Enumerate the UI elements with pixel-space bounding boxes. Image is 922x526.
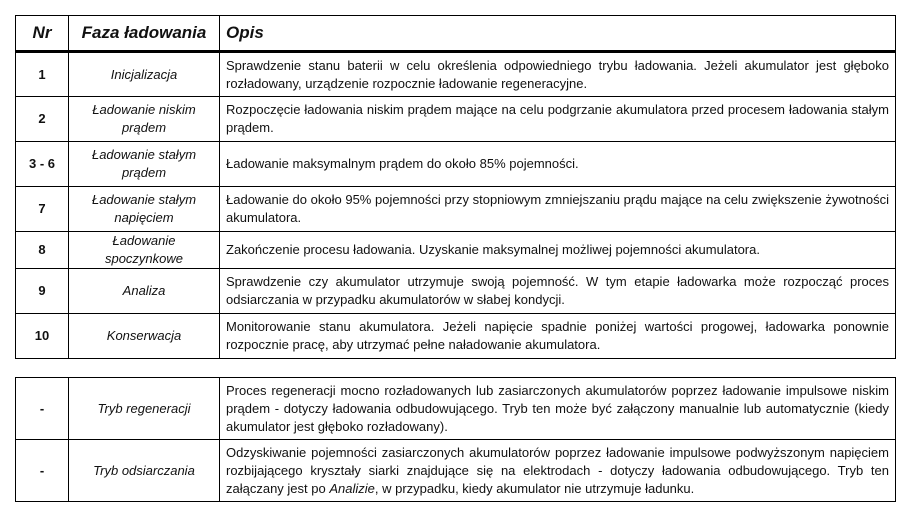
row-nr: 2	[16, 97, 69, 142]
row-opis: Sprawdzenie stanu baterii w celu określenia odpowiedniego trybu ładowania. Jeżeli akumulator jest głęboko rozładowany, urządzenie rozpocznie ładowanie regeneracyjne.	[220, 52, 896, 97]
special-modes-table	[15, 377, 896, 502]
row-nr: 1	[16, 52, 69, 97]
row-faza: Analiza	[69, 269, 220, 314]
charging-phases-table	[15, 15, 896, 359]
table-row	[16, 232, 896, 269]
row-faza: Inicjalizacja	[69, 52, 220, 97]
row-nr: 8	[16, 232, 69, 269]
row-faza: Ładowanie niskim prądem	[69, 97, 220, 142]
header-row	[16, 16, 896, 52]
row-nr: 3 - 6	[16, 142, 69, 187]
table-row	[16, 52, 896, 97]
row-nr: 7	[16, 187, 69, 232]
row-faza: Ładowanie stałym prądem	[69, 142, 220, 187]
opis-text-emphasis: Analizie	[329, 480, 375, 496]
row-faza: Ładowanie spoczynkowe	[69, 232, 220, 269]
header-nr: Nr	[16, 16, 69, 52]
header-opis: Opis	[220, 16, 896, 52]
row-nr: 9	[16, 269, 69, 314]
opis-text-after: , w przypadku, kiedy akumulator nie utrzymuje ładunku.	[374, 480, 695, 496]
row-opis	[220, 440, 896, 502]
row-nr: -	[16, 440, 69, 502]
row-nr: 10	[16, 314, 69, 359]
table-row	[16, 378, 896, 440]
row-faza: Ładowanie stałym napięciem	[69, 187, 220, 232]
table-row	[16, 97, 896, 142]
table-row	[16, 142, 896, 187]
row-faza: Tryb regeneracji	[69, 378, 220, 440]
row-opis: Ładowanie maksymalnym prądem do około 85% pojemności.	[220, 142, 896, 187]
header-faza: Faza ładowania	[69, 16, 220, 52]
row-opis: Ładowanie do około 95% pojemności przy stopniowym zmniejszaniu prądu mające na celu zwiększenie żywotności akumulatora.	[220, 187, 896, 232]
row-faza: Tryb odsiarczania	[69, 440, 220, 502]
table-row	[16, 440, 896, 502]
table-row	[16, 187, 896, 232]
row-opis: Rozpoczęcie ładowania niskim prądem mające na celu podgrzanie akumulatora przed procesem ładowania stałym prądem.	[220, 97, 896, 142]
row-opis: Monitorowanie stanu akumulatora. Jeżeli napięcie spadnie poniżej wartości progowej, ładowarka ponownie rozpocznie pracę, aby utrzymać pełne naładowanie akumulatora.	[220, 314, 896, 359]
row-nr: -	[16, 378, 69, 440]
opis-text-before: Odzyskiwanie pojemności zasiarczonych akumulatorów poprzez ładowanie impulsowe podwyższonym napięciem rozbijającego kryształy siarki znajdujące się na elektrodach - dotyczy ładowania odbudowującego. Tryb ten załączany jest po	[226, 444, 889, 496]
row-opis: Proces regeneracji mocno rozładowanych lub zasiarczonych akumulatorów poprzez ładowanie impulsowe niskim prądem - dotyczy ładowania odbudowującego. Tryb ten może być załączony manualnie lub automatycznie (kiedy akumulator jest głęboko rozładowany).	[220, 378, 896, 440]
row-opis: Sprawdzenie czy akumulator utrzymuje swoją pojemność. W tym etapie ładowarka może rozpocząć proces odsiarczania w przypadku akumulatorów w słabej kondycji.	[220, 269, 896, 314]
row-faza: Konserwacja	[69, 314, 220, 359]
table-row	[16, 314, 896, 359]
row-opis: Zakończenie procesu ładowania. Uzyskanie maksymalnej możliwej pojemności akumulatora.	[220, 232, 896, 269]
table-row	[16, 269, 896, 314]
